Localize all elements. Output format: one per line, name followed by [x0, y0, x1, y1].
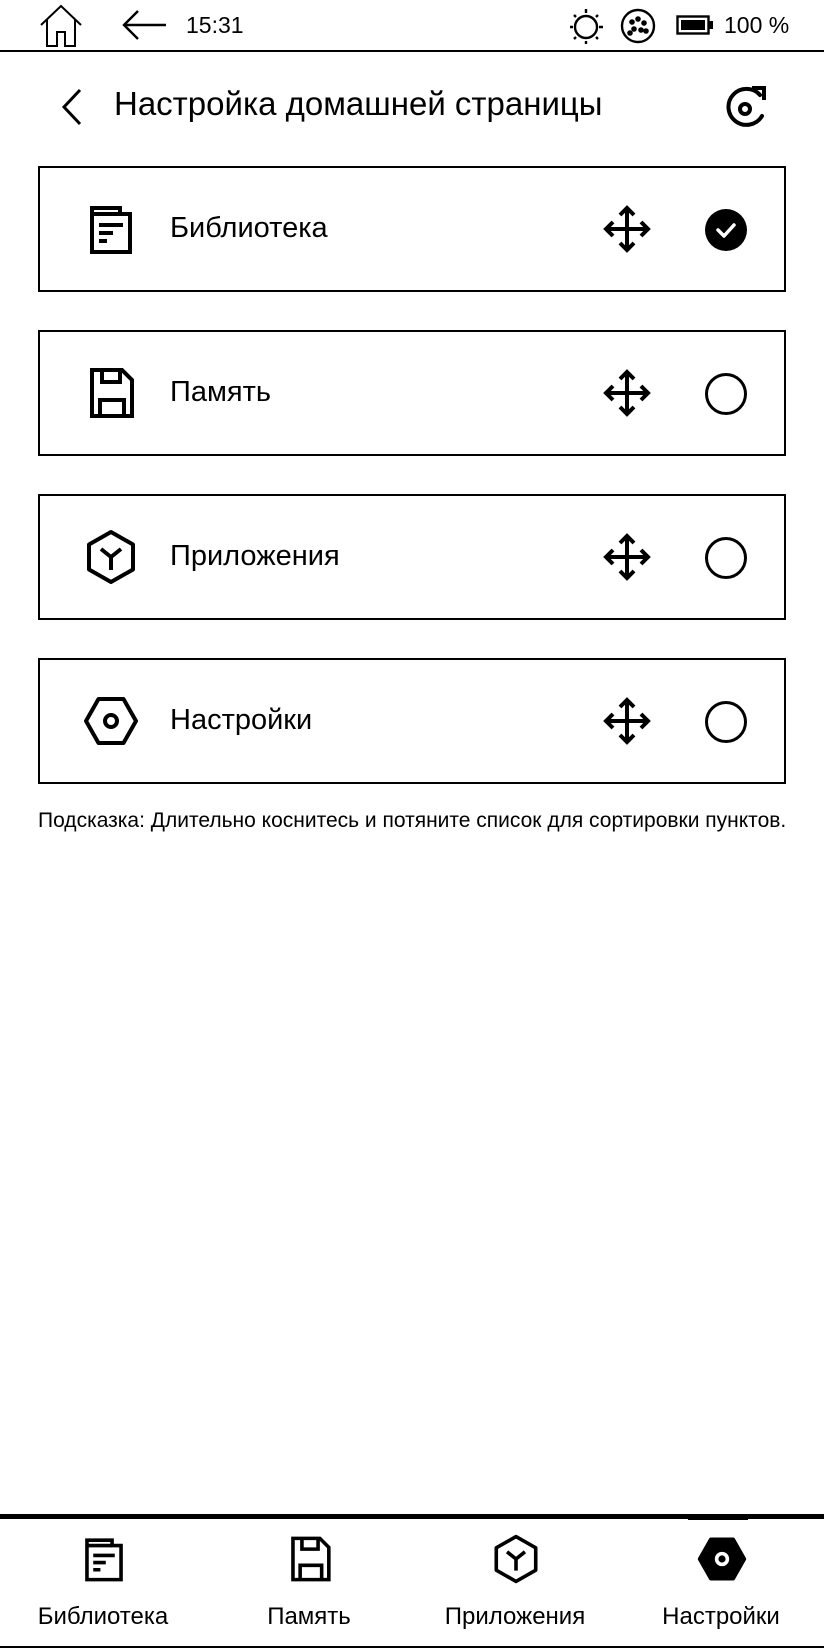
- library-icon: [82, 200, 140, 258]
- active-indicator: [688, 1514, 748, 1520]
- back-arrow-icon[interactable]: [120, 8, 168, 42]
- list-item-storage[interactable]: [38, 330, 786, 456]
- back-button[interactable]: [54, 84, 94, 130]
- settings-icon: [696, 1533, 748, 1585]
- radio-icon[interactable]: [704, 372, 748, 416]
- move-handle-icon[interactable]: [602, 532, 652, 582]
- item-label: Настройки: [170, 704, 313, 736]
- settings-icon: [82, 692, 140, 750]
- home-icon[interactable]: [38, 2, 84, 48]
- item-label: Библиотека: [170, 212, 328, 244]
- storage-icon: [284, 1533, 336, 1585]
- clock-time: 15:31: [186, 12, 244, 38]
- nav-item-storage[interactable]: [206, 1519, 412, 1648]
- status-bar: [0, 0, 824, 52]
- nav-item-apps[interactable]: [412, 1519, 618, 1648]
- library-icon: [78, 1533, 130, 1585]
- move-handle-icon[interactable]: [602, 368, 652, 418]
- checked-radio-icon[interactable]: [704, 208, 748, 252]
- move-handle-icon[interactable]: [602, 696, 652, 746]
- radio-icon[interactable]: [704, 700, 748, 744]
- list-item-settings[interactable]: [38, 658, 786, 784]
- item-label: Приложения: [170, 540, 340, 572]
- hint-text: Подсказка: Длительно коснитесь и потяните список для сортировки пунктов.: [38, 809, 787, 832]
- apps-icon: [82, 528, 140, 586]
- apps-icon: [490, 1533, 542, 1585]
- brightness-icon[interactable]: [566, 6, 606, 46]
- battery-icon: [676, 14, 714, 36]
- move-handle-icon[interactable]: [602, 204, 652, 254]
- reset-icon[interactable]: [718, 82, 770, 134]
- list-item-apps[interactable]: [38, 494, 786, 620]
- nav-item-settings[interactable]: [618, 1519, 824, 1648]
- item-label: Память: [170, 376, 272, 408]
- page-title: Настройка домашней страницы: [114, 85, 603, 122]
- list-item-library[interactable]: [38, 166, 786, 292]
- nav-label: Приложения: [444, 1603, 586, 1630]
- page-header: [0, 52, 824, 162]
- bottom-nav: [0, 1514, 824, 1648]
- nav-label: Библиотека: [37, 1603, 169, 1630]
- nav-item-library[interactable]: [0, 1519, 206, 1648]
- refresh-screen-icon[interactable]: [618, 6, 658, 46]
- nav-label: Настройки: [662, 1603, 780, 1630]
- nav-label: Память: [267, 1603, 351, 1630]
- storage-icon: [82, 364, 140, 422]
- radio-icon[interactable]: [704, 536, 748, 580]
- battery-percent: 100 %: [724, 12, 790, 38]
